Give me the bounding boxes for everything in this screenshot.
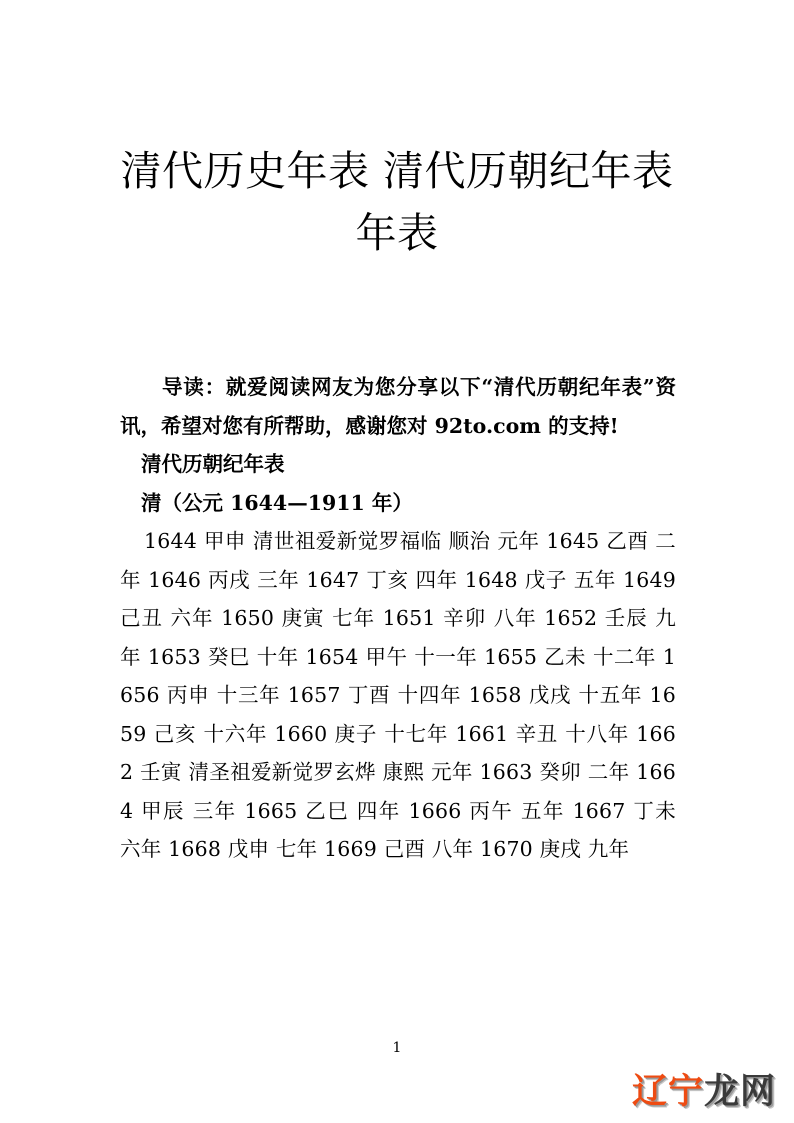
watermark	[632, 1069, 776, 1115]
page-title	[118, 140, 676, 264]
page-title-line-1: 清代历史年表 清代历朝纪年表	[120, 147, 674, 195]
page-number: 1	[392, 1040, 402, 1056]
chronology-paragraph: 1644 甲申 清世祖爱新觉罗福临 顺治 元年 1645 乙酉 二年 1646 丙戌 三年 1647 丁亥 四年 1648 戊子 五年 1649 己丑 六年 1650 庚寅 七年 1651 辛卯 八年 1652 壬辰 九年 1653 癸巳 十年 1654 甲午 十一年 1655 乙未 十二年 1656 丙申 十三年 1657 丁酉 十四年 1658 戊戌 十五年 1659 己亥 十六年 1660 庚子 十七年 1661 辛丑 十八年 1662 壬寅 清圣祖爱新觉罗玄烨 康熙 元年 1663 癸卯 二年 1664 甲辰 三年 1665 乙巳 四年 1666 丙午 五年 1667 丁未 六年 1668 戊申 七年 1669 己酉 八年 1670 庚戌 九年	[120, 529, 676, 861]
watermark-text-primary: 辽宁	[631, 1072, 704, 1112]
watermark-text-secondary: 龙网	[703, 1072, 776, 1112]
intro-paragraph: 导读：就爱阅读网友为您分享以下“清代历朝纪年表”资讯，希望对您有所帮助，感谢您对 92to.com 的支持!	[120, 375, 676, 438]
dynasty-range: 清（公元 1644—1911 年）	[141, 490, 413, 515]
page-title-line-2: 年表	[355, 209, 439, 257]
document-body	[120, 368, 676, 869]
section-heading: 清代历朝纪年表	[141, 452, 285, 476]
